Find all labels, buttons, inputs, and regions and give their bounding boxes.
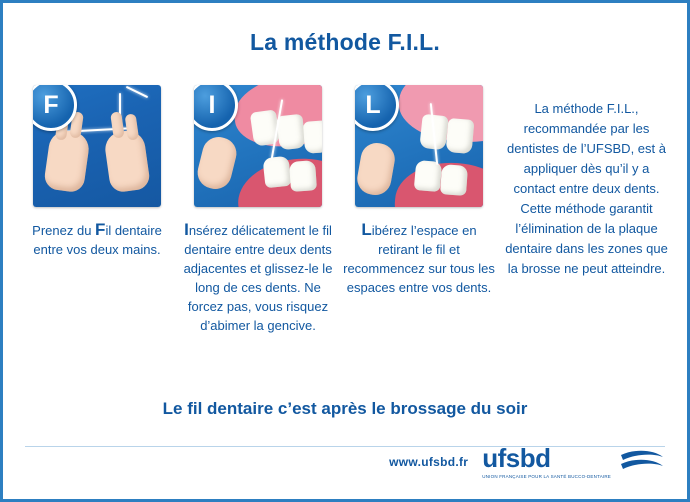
logo-swoosh-icon (619, 447, 665, 477)
step-1 (21, 85, 173, 259)
steps-row (21, 85, 669, 335)
logo-wordmark: ufsbd (482, 443, 551, 473)
slogan: Le fil dentaire c’est après le brossage du soir (162, 399, 528, 418)
step-1-illustration (33, 85, 161, 207)
step-1-badge: F (33, 85, 77, 131)
hand-icon (103, 129, 151, 194)
step-2-badge: I (194, 85, 238, 131)
finger-icon (125, 113, 140, 140)
step-3-badge: L (355, 85, 399, 131)
step-1-caption: Prenez du Fil dentaire entre vos deux mains. (32, 220, 162, 257)
hand-icon (43, 129, 91, 194)
tooth-icon (440, 164, 468, 196)
website-url[interactable]: www.ufsbd.fr (389, 455, 469, 469)
finger-icon (110, 111, 125, 138)
tooth-icon (303, 120, 322, 154)
step-2-illustration (194, 85, 322, 207)
step-3-caption: Libérez l’espace en retirant le fil et recommencez sur tous les espaces entre vos dents. (343, 220, 495, 295)
logo-tagline: UNION FRANÇAISE POUR LA SANTÉ BUCCO-DENTAIRE (482, 474, 611, 479)
step-2 (182, 85, 334, 335)
page-title: La méthode F.I.L. (250, 29, 440, 55)
floss-strand-icon (126, 86, 148, 98)
step-3-illustration (355, 85, 483, 207)
step-3 (343, 85, 495, 297)
hand-icon (194, 134, 240, 193)
step-2-caption: Insérez délicatement le fil dentaire entre deux dents adjacentes et glissez-le le long de ces dents. Ne forcez pas, vous risquez d’abimer la gencive. (183, 220, 333, 333)
tooth-icon (446, 118, 475, 154)
footer (3, 445, 687, 479)
tooth-icon (289, 160, 317, 192)
ufsbd-logo (482, 445, 665, 479)
tooth-icon (263, 156, 292, 189)
tooth-icon (414, 160, 443, 192)
hand-icon (355, 140, 397, 197)
tooth-icon (276, 114, 305, 151)
method-description-text: La méthode F.I.L., recommandée par les dentistes de l’UFSBD, est à appliquer dès qu’il y a contact entre deux dents. Cette méthode garantit l’élimination de la plaque dentaire dans les zones que la brosse ne peut atteindre. (505, 101, 668, 276)
method-description (504, 85, 669, 279)
